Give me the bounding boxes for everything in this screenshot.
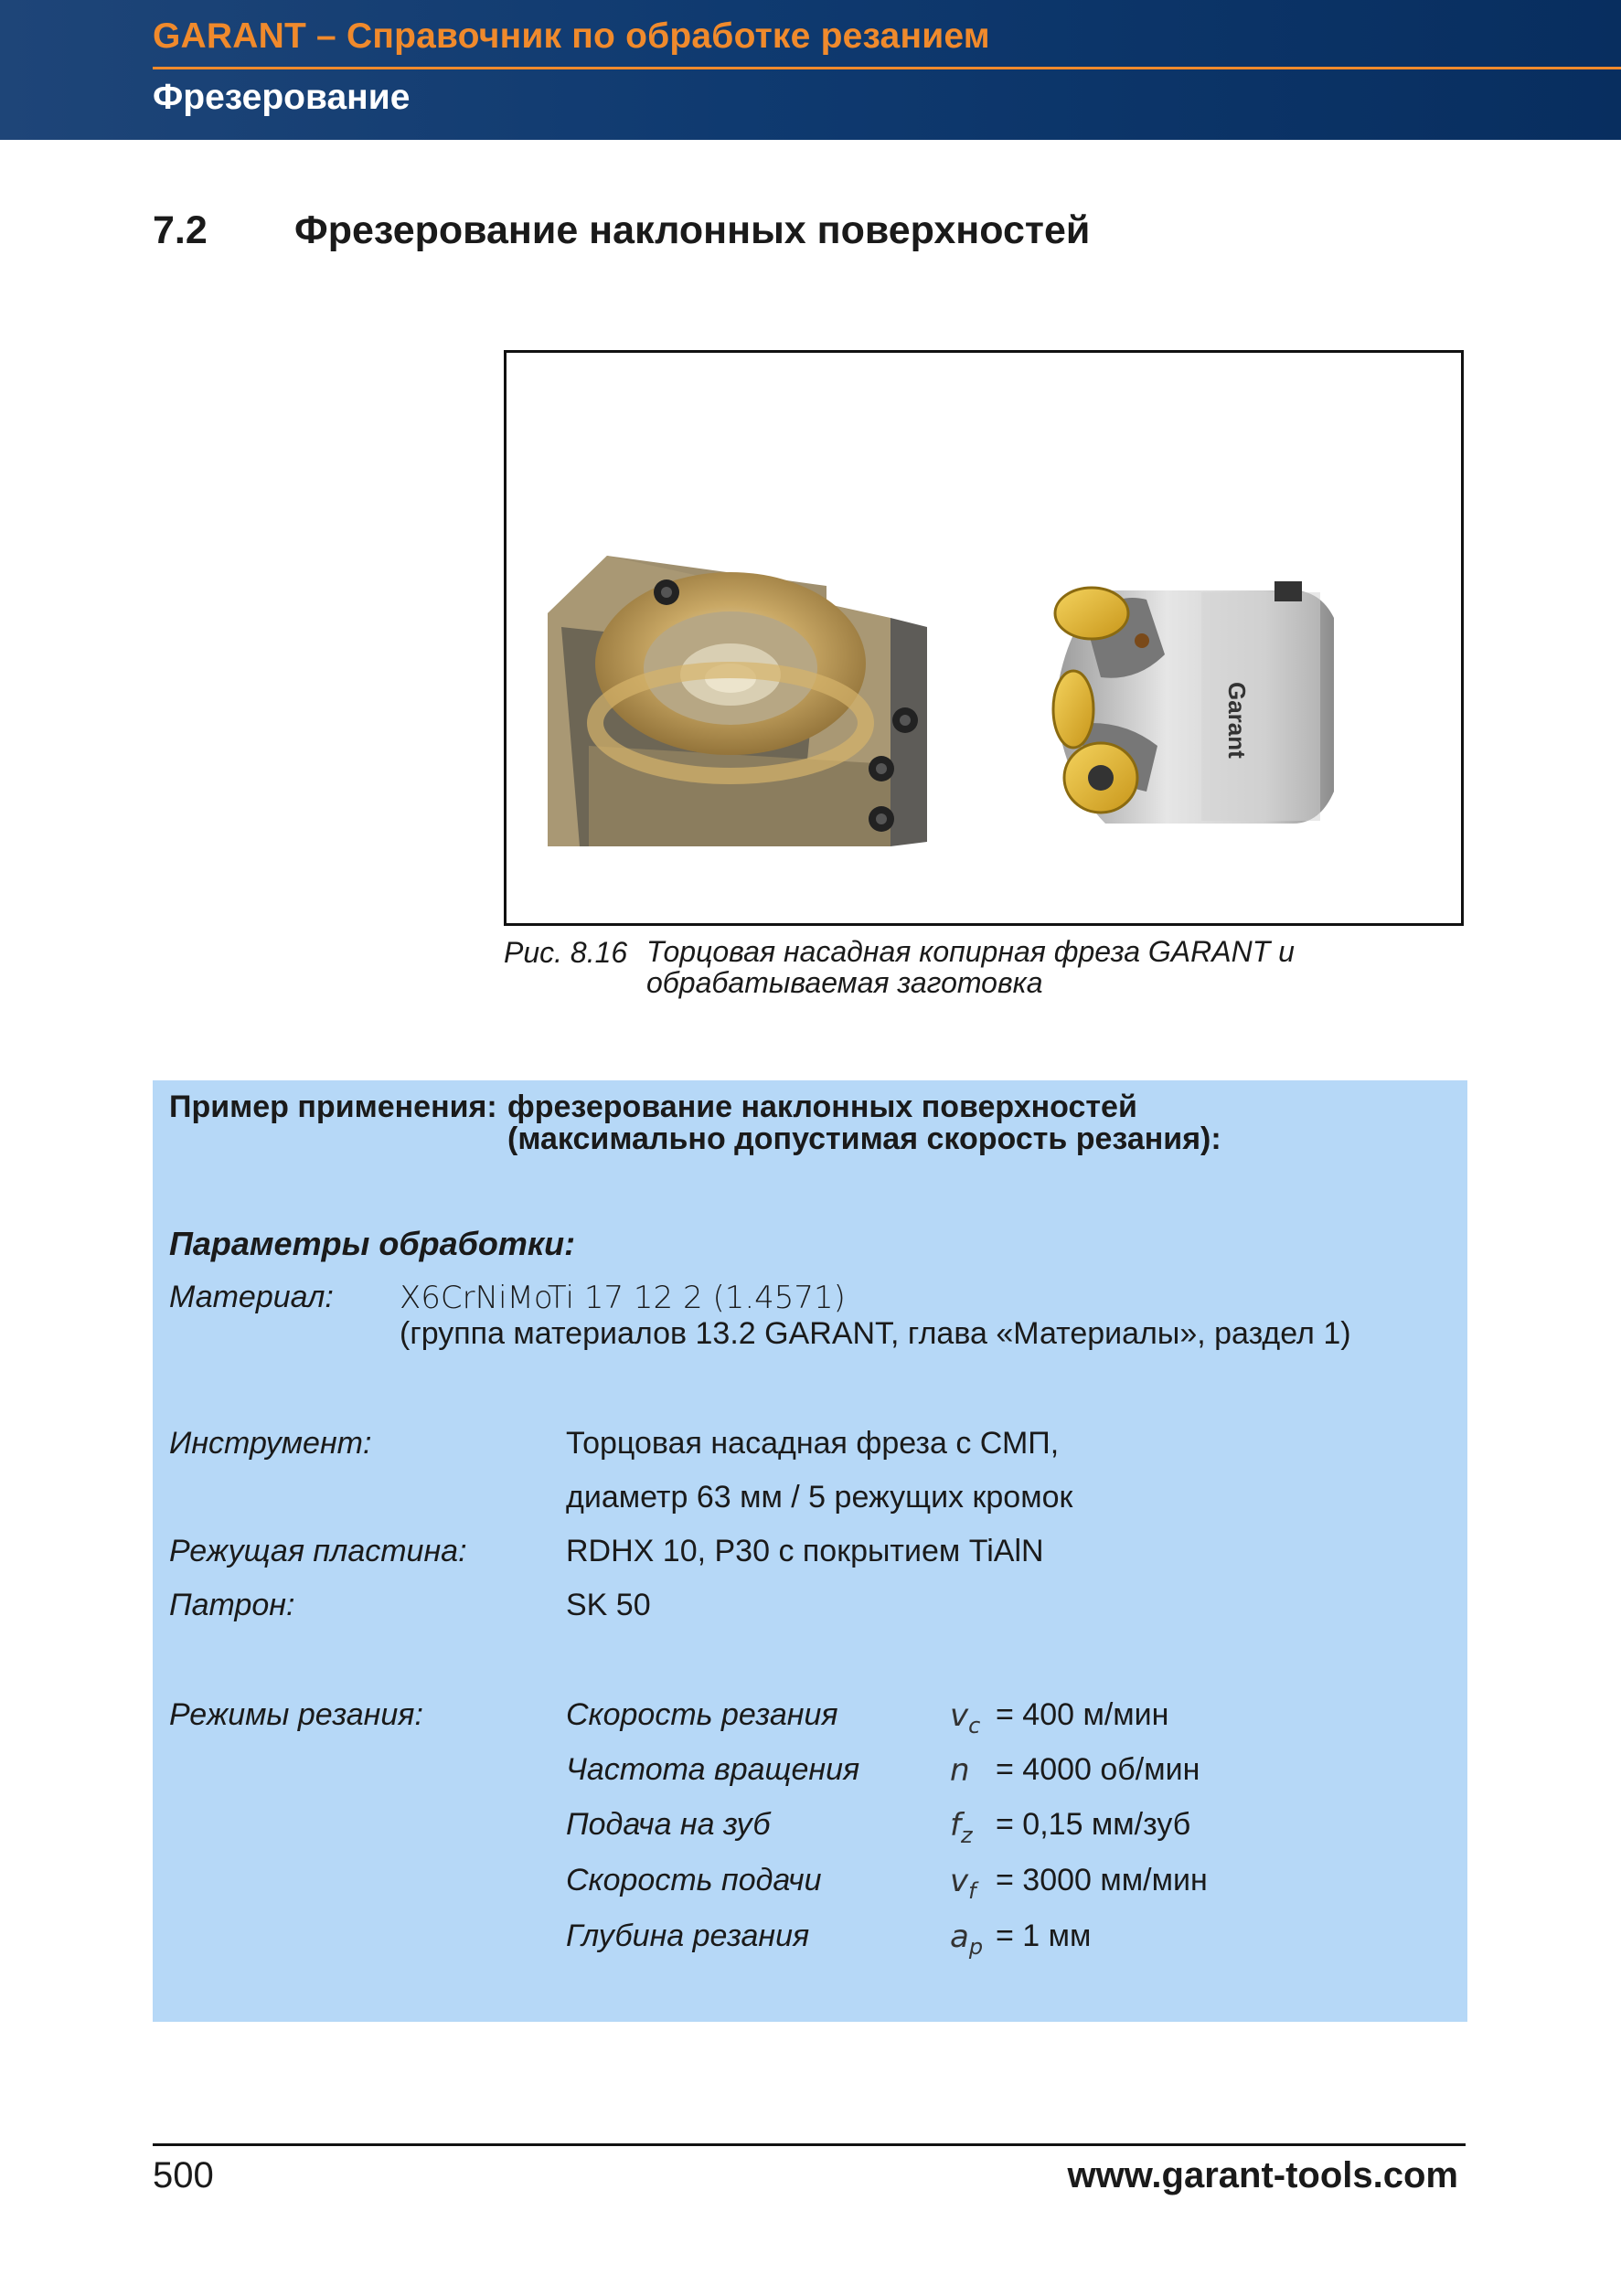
mode-value: = 4000 об/мин <box>996 1752 1200 1787</box>
mode-name: Частота вращения <box>566 1752 860 1787</box>
figure-illustration <box>507 353 1461 923</box>
example-label: Пример применения: <box>169 1090 497 1124</box>
tool-line-2: диаметр 63 мм / 5 режущих кромок <box>566 1480 1073 1515</box>
mode-symbol: n <box>950 1752 970 1789</box>
figure-frame <box>504 350 1464 926</box>
header-divider <box>153 67 1621 69</box>
workpiece-image <box>548 556 927 846</box>
mode-value: = 1 мм <box>996 1919 1092 1953</box>
footer-website-link[interactable]: www.garant-tools.com <box>1067 2155 1458 2195</box>
cutter-logo-text: Garant <box>1223 682 1251 759</box>
mode-symbol: $a_p$ <box>950 1919 984 1960</box>
params-heading: Параметры обработки: <box>169 1225 576 1262</box>
tool-label: Инструмент: <box>169 1426 372 1461</box>
insert-label: Режущая пластина: <box>169 1534 467 1568</box>
mode-symbol: $f_z$ <box>950 1807 973 1848</box>
mode-value: = 0,15 мм/зуб <box>996 1807 1191 1842</box>
mode-name: Скорость резания <box>566 1697 838 1732</box>
mode-name: Подача на зуб <box>566 1807 771 1842</box>
material-note: (группа материалов 13.2 GARANT, глава «Материалы», раздел 1) <box>400 1316 1351 1351</box>
mode-name: Скорость подачи <box>566 1863 822 1897</box>
milling-cutter-image <box>1053 581 1334 824</box>
holder-value: SK 50 <box>566 1588 651 1622</box>
mode-name: Глубина резания <box>566 1919 810 1953</box>
mode-value: = 3000 мм/мин <box>996 1863 1208 1897</box>
cutting-modes-label: Режимы резания: <box>169 1697 423 1732</box>
page-number: 500 <box>153 2155 214 2195</box>
footer-divider <box>153 2143 1466 2146</box>
tool-line-1: Торцовая насадная фреза с СМП, <box>566 1426 1060 1461</box>
figure-caption-label: Рис. 8.16 <box>504 936 628 969</box>
mode-value: = 400 м/мин <box>996 1697 1169 1732</box>
example-line-2: (максимально допустимая скорость резания): <box>507 1121 1221 1156</box>
header-title: GARANT – Справочник по обработке резанием <box>153 16 990 56</box>
example-line-1: фрезерование наклонных поверхностей <box>507 1090 1137 1124</box>
header-subtitle: Фрезерование <box>153 78 411 117</box>
figure-caption-text: Торцовая насадная копирная фреза GARANT и обрабатываемая заготовка <box>646 935 1295 999</box>
page-header <box>0 0 1621 140</box>
application-example-panel <box>153 1080 1467 2022</box>
section-title: Фрезерование наклонных поверхностей <box>294 208 1091 252</box>
holder-label: Патрон: <box>169 1588 295 1622</box>
section-number: 7.2 <box>153 208 208 252</box>
material-value: X6CrNiMoTi 17 12 2 (1.4571) <box>400 1280 846 1316</box>
insert-value: RDHX 10, P30 с покрытием TiAlN <box>566 1534 1044 1568</box>
mode-symbol: $v_f$ <box>950 1863 976 1904</box>
material-label: Материал: <box>169 1280 334 1314</box>
mode-symbol: $v_c$ <box>950 1697 981 1738</box>
